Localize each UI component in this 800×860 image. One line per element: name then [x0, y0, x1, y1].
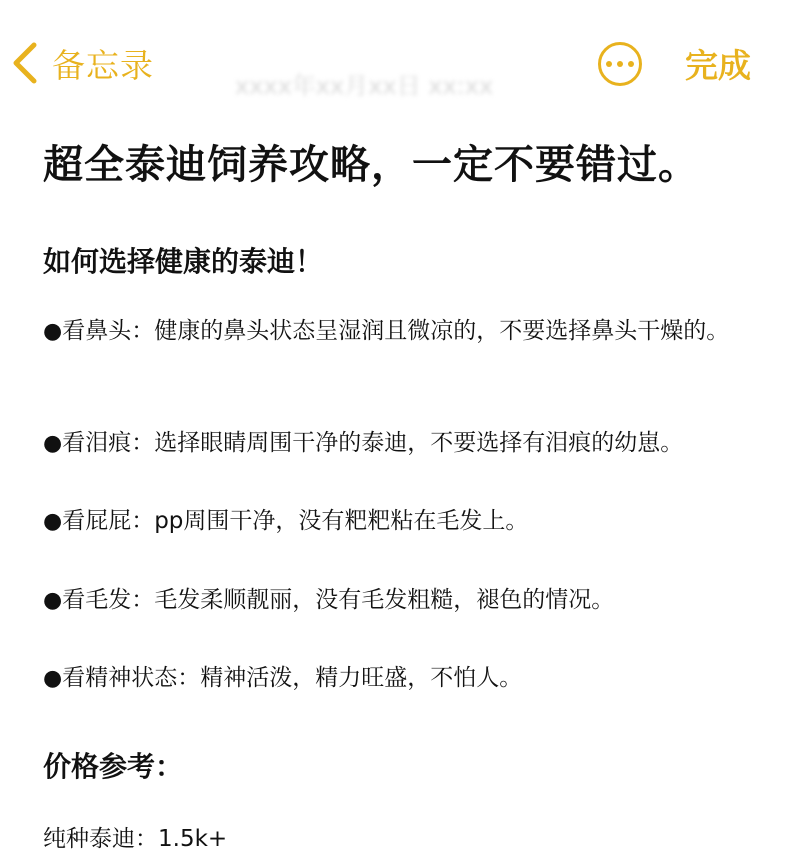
chevron-left-icon — [10, 41, 40, 85]
item-label: 看鼻头： — [62, 318, 155, 344]
item-label: 看毛发： — [62, 587, 155, 613]
ellipsis-circle-icon[interactable] — [598, 42, 642, 86]
item-text: 精神活泼，精力旺盛，不怕人。 — [200, 665, 523, 691]
list-item[interactable] — [43, 310, 763, 353]
bullet-icon: ● — [43, 319, 63, 344]
section-heading-price[interactable]: 价格参考： — [43, 750, 184, 783]
item-text: 选择眼睛周围干净的泰迪，不要选择有泪痕的幼崽。 — [154, 430, 684, 456]
back-label: 备忘录 — [52, 45, 154, 85]
bullet-icon: ● — [43, 666, 63, 691]
list-item[interactable] — [43, 579, 763, 622]
item-label: 看精神状态： — [62, 665, 201, 691]
list-item[interactable] — [43, 657, 763, 700]
navigation-bar — [0, 0, 800, 120]
list-item[interactable] — [43, 422, 763, 465]
item-text: 健康的鼻头状态呈湿润且微凉的，不要选择鼻头干燥的。 — [154, 318, 730, 344]
note-title[interactable]: 超全泰迪饲养攻略，一定不要错过。 — [43, 142, 699, 188]
item-label: 看屁屁： — [62, 508, 155, 534]
bullet-icon: ● — [43, 431, 63, 456]
bullet-icon: ● — [43, 588, 63, 613]
price-line[interactable]: 纯种泰迪：1.5k+ — [43, 826, 228, 852]
section-heading-health[interactable]: 如何选择健康的泰迪！ — [43, 245, 324, 278]
bullet-icon: ● — [43, 509, 63, 534]
item-text: 毛发柔顺靓丽，没有毛发粗糙，褪色的情况。 — [154, 587, 615, 613]
note-date-header: xxxx年xx月xx日 xx:xx — [235, 72, 494, 100]
back-button[interactable] — [10, 38, 154, 88]
item-label: 看泪痕： — [62, 430, 155, 456]
item-text: pp周围干净，没有粑粑粘在毛发上。 — [154, 508, 529, 534]
list-item[interactable] — [43, 500, 763, 543]
done-button[interactable]: 完成 — [685, 46, 751, 85]
